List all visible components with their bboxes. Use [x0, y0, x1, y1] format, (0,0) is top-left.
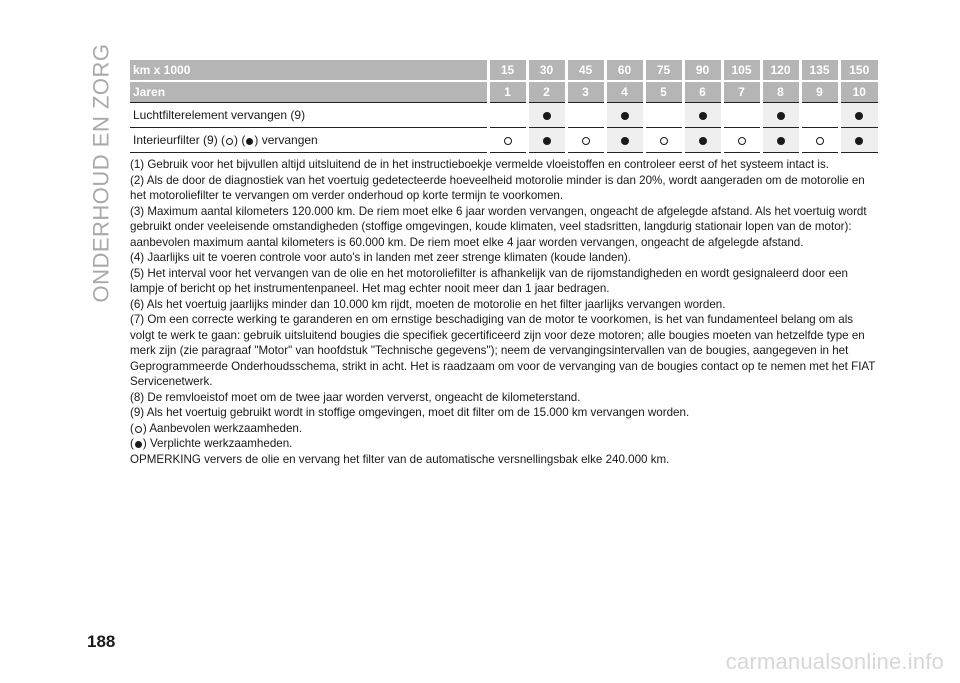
year-cell: 1 [488, 81, 527, 103]
km-cell: 45 [566, 60, 605, 81]
year-cell: 10 [839, 81, 878, 103]
schedule-cell [683, 128, 722, 153]
recommended-dot-icon [226, 138, 233, 145]
legend-text: ) Aanbevolen werkzaamheden. [142, 421, 303, 435]
row-label-suffix: ) vervangen [254, 133, 318, 147]
schedule-cell [566, 103, 605, 128]
schedule-cell [644, 128, 683, 153]
recommended-dot-icon [660, 137, 668, 145]
year-cell: 6 [683, 81, 722, 103]
km-cell: 135 [800, 60, 839, 81]
table-row-air-filter [130, 103, 878, 128]
schedule-cell [605, 103, 644, 128]
mandatory-dot-icon [543, 112, 551, 120]
schedule-cell [527, 103, 566, 128]
year-cell: 5 [644, 81, 683, 103]
km-cell: 105 [722, 60, 761, 81]
schedule-cell [488, 103, 527, 128]
chapter-side-title-text: ONDERHOUD EN ZORG [89, 43, 114, 303]
recommended-dot-icon [738, 137, 746, 145]
year-cell: 7 [722, 81, 761, 103]
schedule-cell [566, 128, 605, 153]
footnote: (2) Als de door de diagnostiek van het voertuig gedetecteerde hoeveelheid motorolie minder is dan 20%, wordt aangeraden om de motorolie en het motoroliefilter te vervangen om verder onderhoud op korte termijn te voorkomen. [130, 173, 865, 202]
page-number: 188 [87, 632, 116, 651]
footnote: (7) Om een correcte werking te garanderen en om ernstige beschadiging van de motor te voorkomen, is het van fundamenteel belang om als volgt te werk te gaan: gebruik uitsluitend bougies die specifiek gecertificeerd zijn voor deze motoren; alle bougies moeten van hetzelfde type en merk zijn (zie paragraaf "Motor" van hoofdstuk "Technische gegevens"); neem de vervangingsintervallen van de bougies, aangegeven in het Geprogrammeerde Onderhoudsschema, strikt in acht. Het is raadzaam om voor de vervanging van de bougies contact op te nemen met het FIAT Servicenetwerk. [130, 313, 876, 388]
km-cell: 120 [761, 60, 800, 81]
page-content [130, 60, 878, 467]
footnotes [130, 157, 878, 467]
mandatory-dot-icon [621, 112, 629, 120]
mandatory-dot-icon [777, 112, 785, 120]
footnote: (1) Gebruik voor het bijvullen altijd uitsluitend de in het instructieboekje vermelde vloeistoffen en controleer eerst of het systeem intact is. [130, 158, 829, 171]
schedule-cell [800, 103, 839, 128]
legend-prefix: ( [130, 437, 134, 450]
km-cell: 75 [644, 60, 683, 81]
mandatory-dot-icon [855, 137, 863, 145]
schedule-cell [644, 103, 683, 128]
header-row-years [130, 81, 878, 103]
schedule-cell [722, 128, 761, 153]
footnote: (6) Als het voertuig jaarlijks minder dan 10.000 km rijdt, moeten de motorolie en het filter jaarlijks vervangen worden. [130, 297, 726, 311]
mandatory-dot-icon [699, 112, 707, 120]
km-cell: 30 [527, 60, 566, 81]
header-km-label: km x 1000 [130, 60, 488, 81]
row-label-prefix: Interieurfilter (9) ( [133, 133, 226, 147]
row-label [130, 128, 488, 153]
km-cell: 90 [683, 60, 722, 81]
schedule-cell [839, 103, 878, 128]
year-cell: 4 [605, 81, 644, 103]
mandatory-dot-icon [699, 137, 707, 145]
km-cell: 60 [605, 60, 644, 81]
schedule-cell [722, 103, 761, 128]
legend-mandatory [130, 436, 878, 452]
row-label: Luchtfilterelement vervangen (9) [130, 103, 488, 128]
schedule-cell [800, 128, 839, 153]
remark: OPMERKING ververs de olie en vervang het filter van de automatische versnellingsbak elke 240.000 km. [130, 452, 670, 466]
recommended-dot-icon [816, 137, 824, 145]
schedule-cell [683, 103, 722, 128]
mandatory-dot-icon [135, 441, 142, 448]
recommended-dot-icon [504, 137, 512, 145]
row-label-mid: ) ( [234, 133, 246, 147]
schedule-cell [761, 128, 800, 153]
year-cell: 8 [761, 81, 800, 103]
schedule-cell [605, 128, 644, 153]
recommended-dot-icon [582, 137, 590, 145]
year-cell: 9 [800, 81, 839, 103]
mandatory-dot-icon [246, 138, 253, 145]
footnote: (8) De remvloeistof moet om de twee jaar worden ververst, ongeacht de kilometerstand. [130, 390, 581, 404]
footnote: (3) Maximum aantal kilometers 120.000 km. De riem moet elke 6 jaar worden vervangen, ongeacht de afgelegde afstand. Als het voertuig wordt gebruikt onder veeleisende omstandigheden (stoffige omgevingen, koude klimaten, veel stadsritten, langdurig stationair lopen van de motor): aanbevolen maximum aantal kilometers is 60.000 km. De riem moet elke 4 jaar worden vervangen, ongeacht de afgelegde afstand. [130, 204, 867, 249]
maintenance-table [130, 60, 878, 153]
header-row-km [130, 60, 878, 81]
mandatory-dot-icon [855, 112, 863, 120]
km-cell: 15 [488, 60, 527, 81]
year-cell: 2 [527, 81, 566, 103]
schedule-cell [839, 128, 878, 153]
footnote: (9) Als het voertuig gebruikt wordt in stoffige omgevingen, moet dit filter om de 15.000 km vervangen worden. [130, 406, 690, 419]
km-cell: 150 [839, 60, 878, 81]
schedule-cell [761, 103, 800, 128]
legend-recommended [130, 421, 878, 437]
header-years-label: Jaren [130, 81, 488, 103]
footnote: (5) Het interval voor het vervangen van de olie en het motoroliefilter is afhankelijk van de rijomstandigheden en wordt gesignaleerd door een lampje of bericht op het instrumentenpaneel. Het mag echter nooit meer dan 1 jaar bedragen. [130, 266, 848, 295]
mandatory-dot-icon [543, 137, 551, 145]
legend-text: ) Verplichte werkzaamheden. [142, 437, 293, 450]
year-cell: 3 [566, 81, 605, 103]
mandatory-dot-icon [621, 137, 629, 145]
footnote: (4) Jaarlijks uit te voeren controle voor auto's in landen met zeer strenge klimaten (koude landen). [130, 251, 632, 264]
legend-prefix: ( [130, 421, 134, 435]
table-row-cabin-filter [130, 128, 878, 153]
mandatory-dot-icon [777, 137, 785, 145]
recommended-dot-icon [135, 426, 142, 433]
schedule-cell [527, 128, 566, 153]
schedule-cell [488, 128, 527, 153]
watermark: carmanualsonline.info [725, 649, 944, 674]
chapter-side-title [84, 43, 120, 303]
